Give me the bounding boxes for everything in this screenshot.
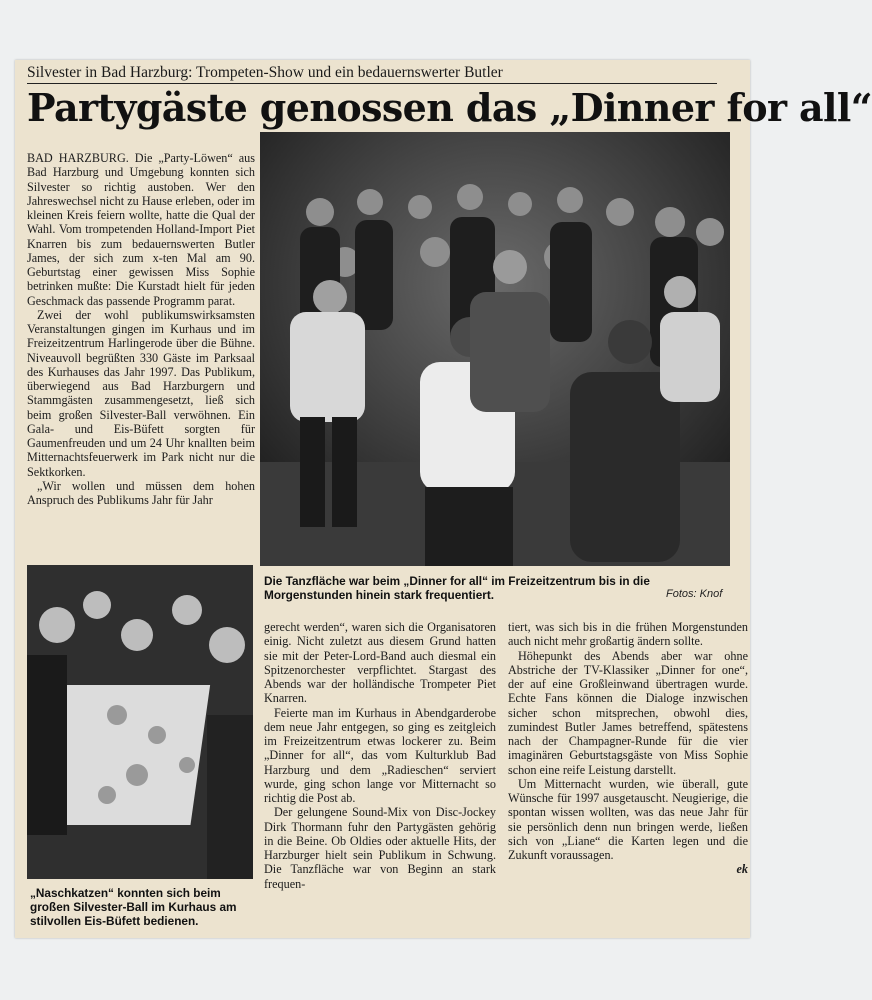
article-column-2 [264, 620, 496, 891]
photo-credit: Fotos: Knof [666, 588, 723, 600]
author-signature: ek [736, 862, 748, 877]
dance-floor-photo-illustration [260, 132, 730, 566]
paragraph: Zwei der wohl publikumswirksamsten Veranstaltungen gingen im Kurhaus und im Freizeitzentrum Harlingerode über die Bühne. Niveauvoll begrüßten 330 Gäste im Parksaal des Kurhauses das Jahr 1997. Das Publikum, überwiegend aus Bad Harzburgern und Stammgästen zusammengesetzt, ließ sich beim großen Silvester-Ball verwöhnen. Ein Gala- und Eis-Büfett sorgten für Gaumenfreuden und um 24 Uhr knallten beim Mitternachtsfeuerwerk im Park nicht nur die Sektkorken. [27, 307, 255, 479]
buffet-photo-caption: „Naschkatzen“ konnten sich beim großen Silvester-Ball im Kurhaus am stilvollen Eis-Büfett bedienen. [30, 886, 237, 928]
buffet-photo-illustration [27, 565, 253, 879]
paragraph: „Wir wollen und müssen dem hohen Anspruch des Publikums Jahr für Jahr [27, 478, 255, 507]
buffet-photo [27, 565, 253, 879]
article-kicker: Silvester in Bad Harzburg: Trompeten-Show und ein bedauernswerter Butler [27, 64, 717, 84]
paragraph: Der gelungene Sound-Mix von Disc-Jockey Dirk Thormann fuhr den Partygästen gehörig in die Beine. Ob Oldies oder aktuelle Hits, der Harzburger hielt sein Publikum in Schwung. Die Tanzfläche war von Beginn an stark frequen- [264, 805, 496, 891]
article-column-1 [27, 151, 255, 507]
paragraph: gerecht werden“, waren sich die Organisatoren einig. Nicht zuletzt aus diesem Grund hatten sie mit der Peter-Lord-Band auch diesmal ein Spitzenorchester verpflichtet. Stargast des Abends war der holländische Trompeter Piet Knarren. [264, 620, 496, 706]
main-photo-caption: Die Tanzfläche war beim „Dinner for all“ im Freizeitzentrum bis in die Morgenstunden hinein stark frequentiert. [264, 574, 650, 602]
paragraph: BAD HARZBURG. Die „Party-Löwen“ aus Bad Harzburg und Umgebung konnten sich Silvester so richtig austoben. Wer den Jahreswechsel nicht zu Hause erleben, oder im kleinen Kreis feiern wollte, hatte die Qual der Wahl. Vom trompetenden Holland-Import Piet Knarren bis zum bedauernswerten Butler James, der sich zum x-ten Mal am 90. Geburtstag einer gewissen Miss Sophie betrinken mußte: Die Kurstadt hielt für jeden Geschmack das passende Programm parat. [27, 151, 255, 308]
article-headline: Partygäste genossen das „Dinner for all“ [27, 85, 872, 130]
paragraph: Feierte man im Kurhaus in Abendgarderobe dem neue Jahr entgegen, so ging es zeitgleich im Freizeitzentrum etwas lockerer zu. Beim „Dinner for all“, das vom Kulturklub Bad Harzburg und dem „Radieschen“ serviert wurde, ging schon lange vor Mitternacht so richtig die Post ab. [264, 705, 496, 805]
article-column-3 [508, 620, 748, 877]
paragraph: Höhepunkt des Abends aber war ohne Abstriche der TV-Klassiker „Dinner for one“, der auf eine Großleinwand übertragen wurde. Echte Fans können die Dialoge inzwischen sicher schon mitsprechen, obwohl dies, zumindest Butler James betreffend, spätestens nach der Champagner-Runde für die vier imaginären Geburtstagsgäste von Miss Sophie schon eine reife Leistung darstellt. [508, 648, 748, 777]
paragraph: Um Mitternacht wurden, wie überall, gute Wünsche für 1997 ausgetauscht. Neugierige, die spontan wissen wollten, was das neue Jahr für sie persönlich denn nun bringen werde, ließen sich von „Liane“ die Karten legen und die Zukunft voraussagen. [508, 776, 748, 862]
dance-floor-photo [260, 132, 730, 566]
paragraph: tiert, was sich bis in die frühen Morgenstunden auch nicht mehr großartig ändern sollte. [508, 620, 748, 649]
